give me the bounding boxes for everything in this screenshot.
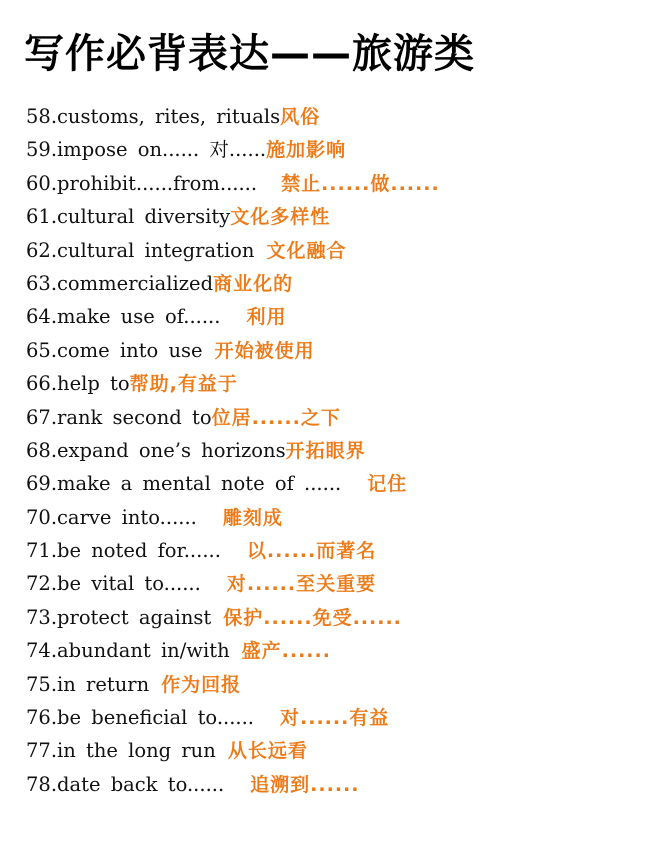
english-phrase: abundant in/with xyxy=(57,639,230,663)
item-number: 71. xyxy=(26,539,58,563)
chinese-meaning: 追溯到...... xyxy=(250,773,360,796)
chinese-meaning: 文化多样性 xyxy=(230,206,331,229)
item-number: 77. xyxy=(26,739,58,763)
chinese-meaning: 对......有益 xyxy=(280,707,390,730)
list-item xyxy=(26,267,646,300)
chinese-meaning: 对......至关重要 xyxy=(226,573,377,596)
list-item xyxy=(26,668,646,701)
item-number: 72. xyxy=(26,572,58,596)
list-item xyxy=(26,601,646,634)
item-number: 74. xyxy=(26,639,58,663)
chinese-meaning: 盛产...... xyxy=(241,640,331,663)
english-phrase: be vital to...... xyxy=(57,572,201,596)
item-number: 58. xyxy=(26,105,58,128)
page-title: 写作必背表达——旅游类 xyxy=(24,31,475,77)
chinese-meaning: 开始被使用 xyxy=(214,339,315,362)
list-item xyxy=(26,434,646,467)
chinese-meaning: 位居......之下 xyxy=(211,406,341,429)
english-phrase: cultural diversity xyxy=(57,205,231,229)
item-number: 62. xyxy=(26,238,58,262)
item-number: 70. xyxy=(26,505,58,529)
item-number: 59. xyxy=(26,138,58,162)
english-phrase: rank second to xyxy=(57,405,212,429)
item-number: 60. xyxy=(26,171,58,195)
english-phrase: be noted for...... xyxy=(57,539,221,563)
english-phrase: impose on...... 对...... xyxy=(57,138,267,162)
english-phrase: carve into...... xyxy=(57,505,197,529)
chinese-meaning: 雕刻成 xyxy=(222,506,283,529)
english-phrase: in return xyxy=(57,672,150,696)
english-phrase: help to xyxy=(57,372,130,396)
item-number: 78. xyxy=(26,772,58,796)
list-item xyxy=(26,501,646,534)
english-phrase: cultural integration xyxy=(57,238,255,262)
english-phrase: protect against xyxy=(57,605,212,629)
chinese-meaning: 保护......免受...... xyxy=(223,606,402,629)
english-phrase: in the long run xyxy=(57,739,216,763)
list-item xyxy=(26,467,646,500)
english-phrase: commercialized xyxy=(57,271,214,295)
item-number: 67. xyxy=(26,405,58,429)
chinese-meaning: 开拓眼界 xyxy=(285,439,366,462)
list-item xyxy=(26,100,646,133)
list-item xyxy=(26,300,646,333)
list-item xyxy=(26,167,646,200)
list-item xyxy=(26,634,646,667)
item-number: 68. xyxy=(26,438,58,462)
english-phrase: prohibit......from...... xyxy=(57,171,258,195)
chinese-meaning: 帮助,有益于 xyxy=(129,373,238,396)
list-item xyxy=(26,367,646,400)
english-phrase: come into use xyxy=(57,338,203,362)
list-item xyxy=(26,768,646,801)
item-number: 61. xyxy=(26,205,58,229)
list-item xyxy=(26,334,646,367)
list-item xyxy=(26,567,646,600)
item-number: 65. xyxy=(26,338,58,362)
chinese-meaning: 文化融合 xyxy=(266,239,347,262)
chinese-meaning: 施加影响 xyxy=(266,139,347,162)
list-item xyxy=(26,133,646,166)
chinese-meaning: 禁止......做...... xyxy=(281,172,440,195)
english-phrase: date back to...... xyxy=(57,772,225,796)
chinese-meaning: 风俗 xyxy=(280,106,321,128)
item-number: 76. xyxy=(26,706,58,730)
item-number: 75. xyxy=(26,672,58,696)
item-number: 66. xyxy=(26,372,58,396)
item-number: 69. xyxy=(26,472,58,496)
phrase-list xyxy=(26,100,646,801)
list-item xyxy=(26,401,646,434)
list-item xyxy=(26,734,646,767)
item-number: 73. xyxy=(26,605,58,629)
english-phrase: make a mental note of ...... xyxy=(57,472,342,496)
list-item xyxy=(26,200,646,233)
english-phrase: be beneficial to...... xyxy=(57,706,255,730)
list-item xyxy=(26,234,646,267)
chinese-meaning: 从长远看 xyxy=(227,740,308,763)
list-item xyxy=(26,534,646,567)
english-phrase: make use of...... xyxy=(57,305,221,329)
english-phrase: customs, rites, rituals xyxy=(57,105,281,128)
chinese-meaning: 利用 xyxy=(246,306,287,329)
item-number: 64. xyxy=(26,305,58,329)
english-phrase: expand one’s horizons xyxy=(57,438,286,462)
item-number: 63. xyxy=(26,271,58,295)
chinese-meaning: 作为回报 xyxy=(161,673,242,696)
chinese-meaning: 记住 xyxy=(367,473,408,496)
list-item xyxy=(26,701,646,734)
chinese-meaning: 以......而著名 xyxy=(246,540,377,563)
chinese-meaning: 商业化的 xyxy=(213,272,294,295)
